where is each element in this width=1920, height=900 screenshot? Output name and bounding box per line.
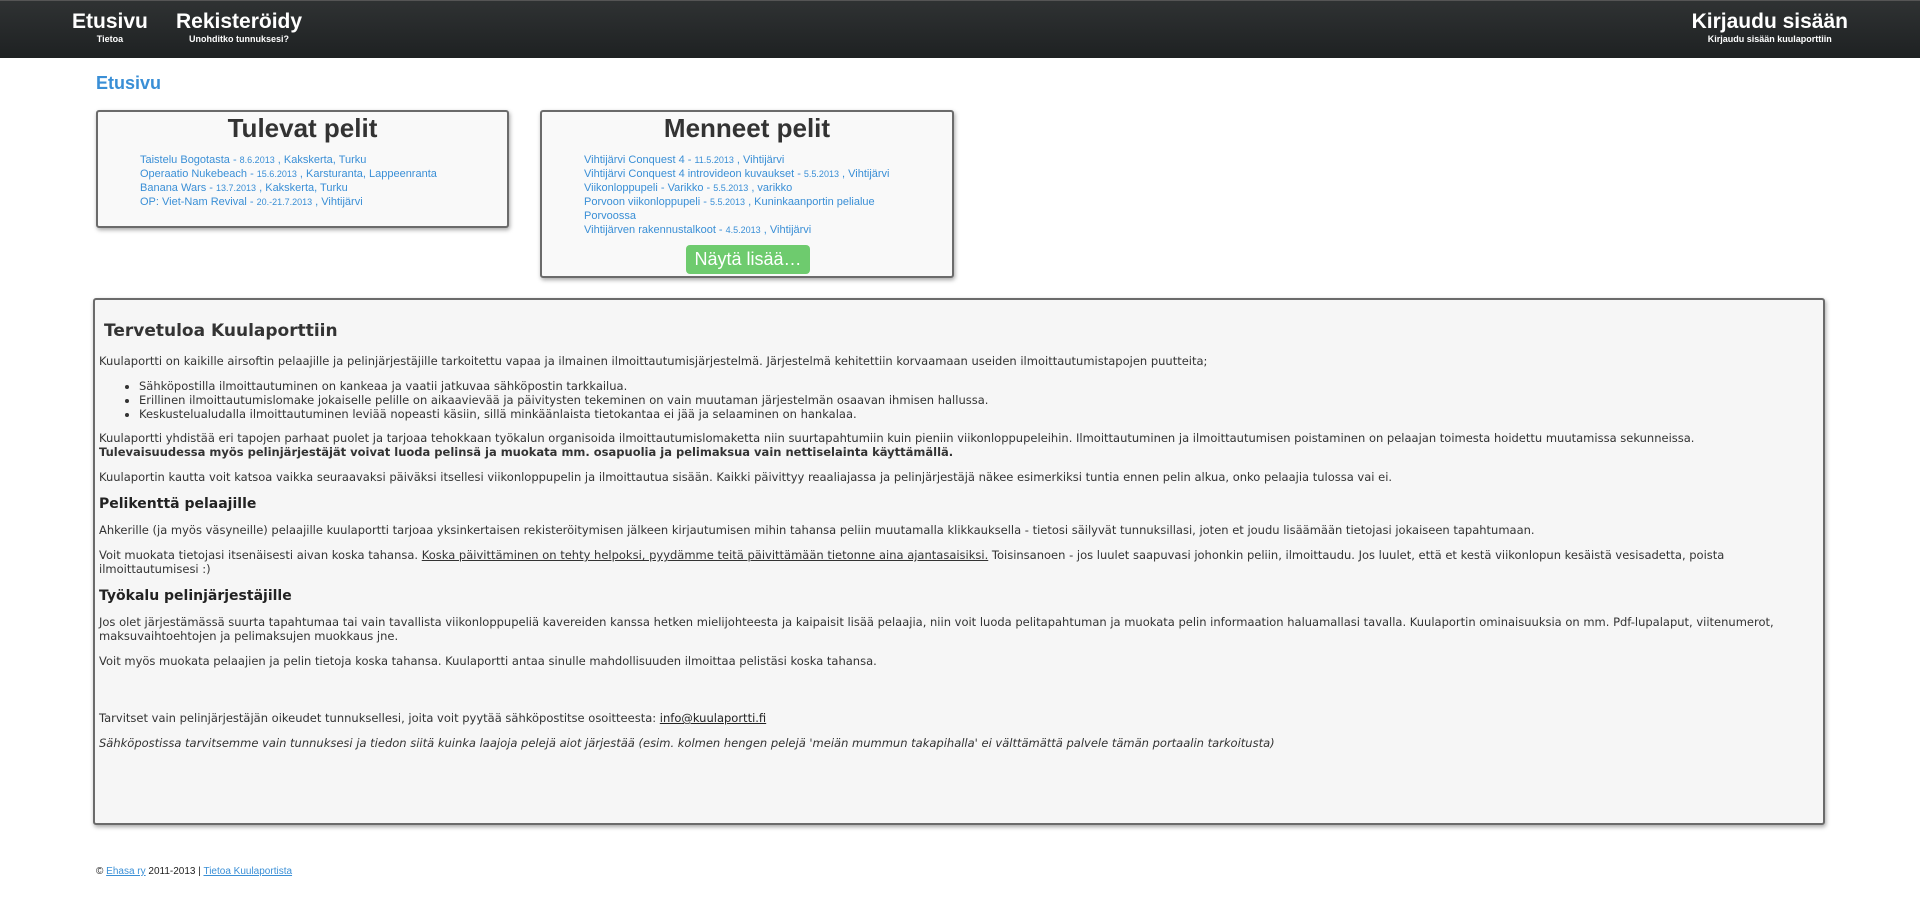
org-link[interactable]: Ehasa ry bbox=[106, 866, 146, 877]
list-item: • Sähköpostilla ilmoittautuminen on kankeaa ja vaatii jatkuvaa sähköpostin tarkkailua. bbox=[139, 379, 1817, 393]
players-heading: Pelikenttä pelaajille bbox=[99, 496, 257, 512]
game-date: 5.5.2013 bbox=[709, 197, 746, 207]
upcoming-games-title: Tulevat pelit bbox=[227, 113, 378, 143]
game-link[interactable]: Taistelu Bogotasta - 8.6.2013 , Kakskerta, Turku bbox=[140, 154, 367, 166]
nav-home[interactable] bbox=[72, 11, 148, 45]
realtime-paragraph: Kuulaportin kautta voit katsoa vaikka seuraavaksi päiväksi itsellesi viikonloppupelin ja ilmoittautua sisään. Kaikki päivittyy reaaliajassa ja pelinjärjestäjä näkee esimerkiksi tuntia ennen pelin alkua, onko pelaajia tulossa vai ei. bbox=[99, 470, 1393, 484]
nav-login-label[interactable]: Kirjaudu sisään bbox=[1691, 10, 1848, 33]
intro-paragraph: Kuulaportti on kaikille airsoftin pelaajille ja pelinjärjestäjille tarkoitettu vapaa ja ilmainen ilmoittautumisjärjestelmä. Järjestelmä kehitettiin korvaamaan useiden ilmoittautumistapojen puutteita; bbox=[99, 354, 1208, 368]
organizers-edit-paragraph: Voit myös muokata pelaajien ja pelin tietoja koska tahansa. Kuulaportti antaa sinulle mahdollisuuden ilmoittaa pelistäsi koska tahansa. bbox=[99, 654, 877, 668]
nav-login-sub[interactable]: Kirjaudu sisään kuulaporttiin bbox=[1707, 34, 1832, 44]
game-link[interactable]: Porvoon viikonloppupeli - 5.5.2013 , Kuninkaanportin pelialue Porvoossa bbox=[584, 196, 875, 222]
game-date: 5.5.2013 bbox=[803, 169, 839, 179]
list-item: • Erillinen ilmoittautumislomake jokaiselle pelille on aikaavievää ja päivitysten tekeminen on vain muutaman järjestelmän osaavan ihmisen hallussa. bbox=[139, 393, 1817, 407]
game-link[interactable]: Banana Wars - 13.7.2013 , Kakskerta, Turku bbox=[140, 182, 348, 194]
update-request-text: Koska päivittäminen on tehty helpoksi, pyydämme teitä päivittämään tietonne aina ajantasaisiksi. bbox=[421, 548, 989, 562]
problems-list bbox=[99, 379, 1817, 421]
list-item: • Keskustelualudalla ilmoittautuminen leviää nopeasti käsiin, sillä minkäänlaista tietokantaa ei jää ja selaaminen on hankalaa. bbox=[139, 407, 1817, 421]
footer: © Ehasa ry 2011-2013 | Tietoa Kuulaportista bbox=[96, 866, 293, 877]
game-link[interactable]: Operaatio Nukebeach - 15.6.2013 , Karsturanta, Lappeenranta bbox=[140, 168, 437, 180]
past-games-title: Menneet pelit bbox=[663, 113, 831, 143]
game-date: 15.6.2013 bbox=[256, 169, 297, 179]
show-more-button[interactable]: Näytä lisää… bbox=[686, 245, 810, 274]
game-date: 4.5.2013 bbox=[725, 225, 761, 235]
game-link[interactable]: Viikonloppupeli - Varikko - 5.5.2013 , varikko bbox=[584, 182, 793, 194]
past-games-box bbox=[540, 110, 954, 278]
upcoming-games-list bbox=[140, 153, 507, 209]
game-link[interactable]: OP: Viet-Nam Revival - 20.-21.7.2013 , Vihtijärvi bbox=[140, 196, 363, 208]
game-link[interactable]: Vihtijärvi Conquest 4 - 11.5.2013 , Vihtijärvi bbox=[584, 154, 785, 166]
nav-home-label[interactable]: Etusivu bbox=[72, 10, 148, 33]
contact-paragraph: Tarvitset vain pelinjärjestäjän oikeudet tunnuksellesi, joita voit pyytää sähköpostitse osoitteesta: info@kuulaportti.fi bbox=[99, 711, 767, 725]
game-date: 20.-21.7.2013 bbox=[256, 197, 313, 207]
benefits-paragraph: Kuulaportti yhdistää eri tapojen parhaat puolet ja tarjoaa tehokkaan työkalun organisoida ilmoittautumislomaketta niin suurtapahtumiin kuin pieniin viikonloppupeleihin. Ilmoittautuminen ja ilmoittautumisen poistaminen on pelaajan toimesta hoidettu muutamissa sekunneissa. Tulevaisuudessa myös pelinjärjestäjät voivat luoda pelinsä ja muokata mm. osapuolia ja pelimaksua vain nettiselainta käyttämällä. bbox=[99, 431, 1695, 459]
future-note: Tulevaisuudessa myös pelinjärjestäjät voivat luoda pelinsä ja muokata mm. osapuolia ja pelimaksua vain nettiselainta käyttämällä. bbox=[99, 445, 954, 459]
nav-about-link[interactable]: Tietoa bbox=[96, 34, 124, 44]
welcome-title: Tervetuloa Kuulaporttiin bbox=[104, 321, 338, 341]
upcoming-games-box bbox=[96, 110, 509, 228]
organizers-heading: Työkalu pelinjärjestäjille bbox=[99, 588, 292, 604]
nav-register-label[interactable]: Rekisteröidy bbox=[176, 10, 303, 33]
breadcrumb: Etusivu bbox=[96, 73, 162, 93]
about-link[interactable]: Tietoa Kuulaportista bbox=[203, 866, 293, 877]
contact-email-link[interactable]: info@kuulaportti.fi bbox=[659, 711, 767, 725]
game-date: 11.5.2013 bbox=[694, 155, 734, 165]
past-games-list bbox=[584, 153, 952, 237]
game-date: 13.7.2013 bbox=[216, 183, 257, 193]
players-paragraph: Ahkerille (ja myös väsyneille) pelaajille kuulaportti tarjoaa yksinkertaisen rekisteröitymisen jälkeen kirjautumisen mihin tahansa peliin muutamalla klikkauksella - tietosi säilyvät tunnuksillasi, joten et joudu lisäämään tietojasi jokaiseen tapahtumaan. bbox=[99, 523, 1535, 537]
contact-note: Sähköpostissa tarvitsemme vain tunnuksesi ja tiedon siitä kuinka laajoja pelejä aiot järjestää (esim. kolmen hengen pelejä 'meiän mummun takapihalla' ei välttämättä palvele tämän portaalin tarkoitusta) bbox=[99, 736, 1275, 750]
game-date: 8.6.2013 bbox=[239, 155, 275, 165]
nav-register[interactable] bbox=[176, 11, 302, 45]
game-link[interactable]: Vihtijärvi Conquest 4 introvideon kuvaukset - 5.5.2013 , Vihtijärvi bbox=[584, 168, 890, 180]
nav-forgot-link[interactable]: Unohditko tunnuksesi? bbox=[189, 34, 290, 44]
top-navbar bbox=[0, 0, 1920, 58]
update-info-paragraph: Voit muokata tietojasi itsenäisesti aivan koska tahansa. Koska päivittäminen on tehty helpoksi, pyydämme teitä päivittämään tietonne aina ajantasaisiksi. Toisinsanoen - jos luulet saapuvasi johonkin peliin, ilmoittaudu. Jos luulet, että et kestä viikonlopun kesäistä vesisadetta, poista ilmoittautumisesi :) bbox=[99, 548, 1725, 576]
organizers-paragraph: Jos olet järjestämässä suurta tapahtumaa tai vain tavallista viikonloppupeliä kavereiden kanssa hetken mielijohteesta ja kaipaisit lisää pelaajia, niin voit luoda pelitapahtuman ja muokata pelin informaation haluamallasi tavalla. Kuulaportin ominaisuuksia on mm. Pdf-lupalaput, viitenumerot, maksuvaihtoehtojen ja pelimaksujen muokkaus jne. bbox=[99, 615, 1774, 643]
game-date: 5.5.2013 bbox=[713, 183, 749, 193]
welcome-panel bbox=[93, 298, 1825, 825]
game-link[interactable]: Vihtijärven rakennustalkoot - 4.5.2013 , Vihtijärvi bbox=[584, 224, 812, 236]
nav-login[interactable] bbox=[1692, 11, 1848, 45]
